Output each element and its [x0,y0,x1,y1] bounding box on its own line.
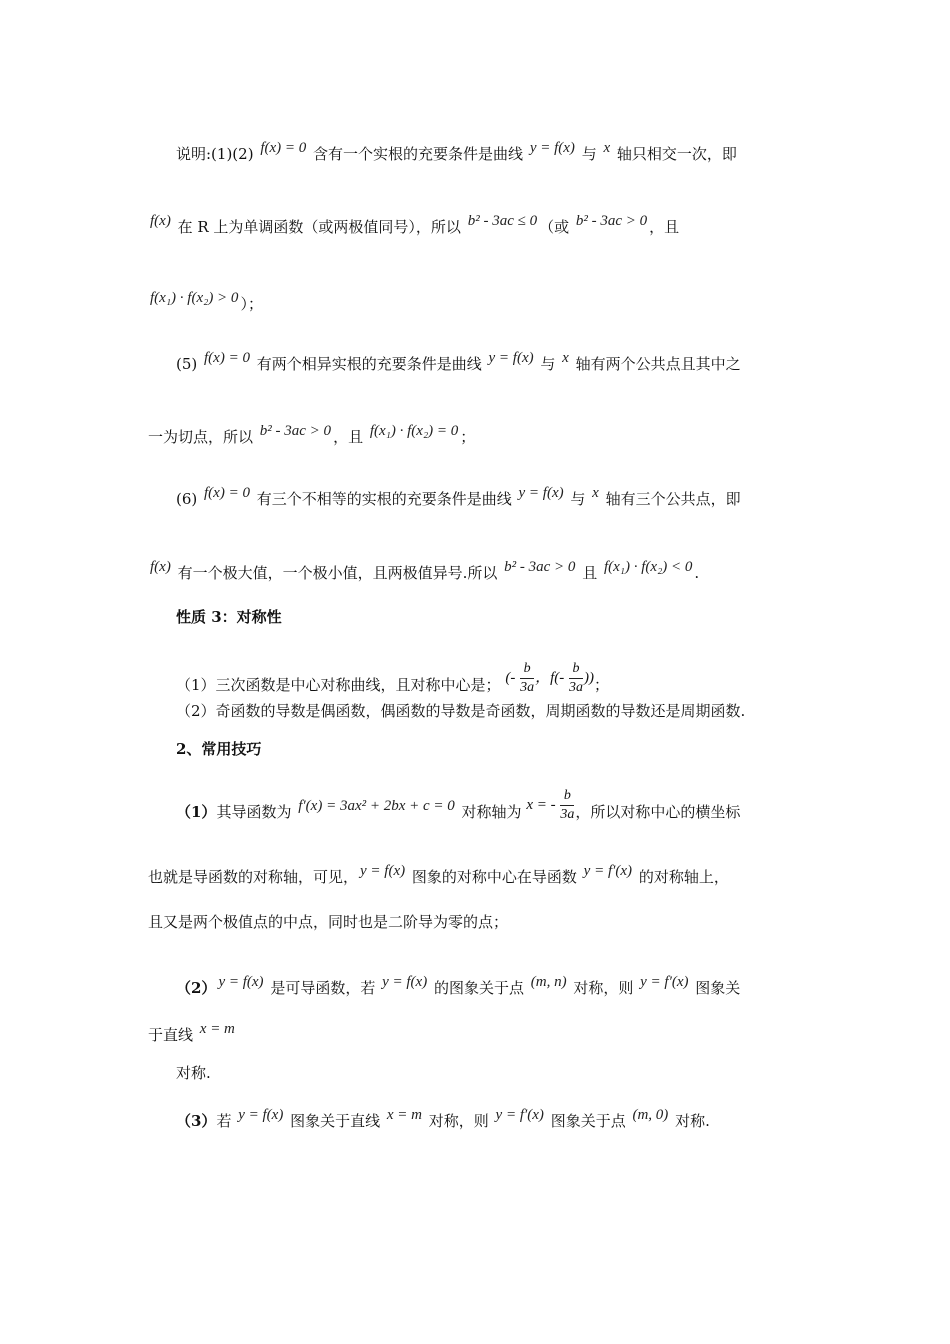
formula: x [592,485,599,501]
formula: y = f(x) [518,485,564,501]
formula: y = f(x) [529,140,575,156]
formula: y = f(x) [238,1107,284,1123]
formula: y = f(x) [488,350,534,366]
formula: y = f(x) [218,974,264,990]
formula: y = f(x) [360,863,406,879]
paragraph-line [148,290,263,316]
formula-axis [526,788,575,822]
text: ，所以对称中心的横坐标 [575,802,741,821]
paragraph-note [176,140,737,166]
text: （1）三次函数是中心对称曲线，且对称中心是； [176,675,501,694]
text: 轴只相交一次，即 [612,145,737,163]
text: . [694,564,700,582]
formula: f(x₁) · f(x₂) < 0 [603,559,693,575]
paragraph-line [148,423,476,449]
formula: f(x) [150,559,171,575]
text: 在 R 上为单调函数（或两极值同号），所以 [172,218,466,236]
text: ； [594,675,610,694]
fraction [520,660,534,697]
paragraph-technique-2 [176,974,741,1000]
text: 于直线 [148,1026,198,1044]
item-label: （3） [176,1112,217,1130]
formula: y = f(x) [382,974,428,990]
text: 且 [577,564,602,582]
formula: f′(x) = 3ax² + 2bx + c = 0 [298,797,455,814]
formula: f(x) = 0 [204,350,250,366]
text: 含有一个实根的充要条件是曲线 [308,145,528,163]
text: 对称轴为 [456,802,527,821]
text: 与 [565,490,591,508]
text: 说明:(1)(2) [176,145,259,163]
formula: x = m [199,1021,235,1037]
text: 有两个相异实根的充要条件是曲线 [251,355,487,373]
text: (5) [176,355,203,373]
paragraph-line [148,1021,237,1047]
formula: f(x₁) · f(x₂) > 0 [150,290,239,306]
fraction [560,787,574,824]
fraction [569,660,583,697]
text: ）； [240,295,263,313]
item-label: （2） [176,979,217,997]
paragraph-line [148,863,729,889]
formula: f(x) = 0 [260,140,307,156]
paragraph-symmetry-2: （2）奇函数的导数是偶函数，偶函数的导数是奇函数，周期函数的导数还是周期函数. [176,702,746,720]
text: 的图象关于点 [429,979,529,997]
text: 也就是导函数的对称轴，可见， [148,868,359,886]
formula: ，f(- [535,669,568,686]
paragraph-line: 且又是两个极值点的中点，同时也是二阶导为零的点； [148,913,509,931]
text: ，且 [333,428,368,446]
numerator: b [523,661,531,676]
text: 有三个不相等的实根的充要条件是曲线 [251,490,517,508]
formula: (m, 0) [632,1107,669,1123]
paragraph-line [148,213,680,239]
text: 图象关 [690,979,741,997]
text: 与 [535,355,561,373]
denominator: 3a [560,807,575,822]
numerator: b [572,661,580,676]
denominator: 3a [569,680,583,695]
paragraph-technique-1 [176,788,741,832]
text: 一为切点，所以 [148,428,258,446]
formula: f(x₁) · f(x₂) = 0 [369,423,459,439]
text: 图象关于直线 [285,1112,385,1130]
formula: x [603,140,611,156]
formula: y = f′(x) [495,1107,544,1123]
formula: f(x) [150,213,171,229]
formula: b² - 3ac > 0 [504,559,576,575]
text: 对称，则 [424,1112,494,1130]
text: 图象关于点 [545,1112,631,1130]
text: ； [460,428,476,446]
formula: y = f′(x) [583,863,633,879]
formula: b² - 3ac ≤ 0 [467,213,538,229]
formula: )) [584,669,594,686]
text: 轴有两个公共点且其中之 [570,355,741,373]
text: 若 [216,1112,237,1130]
text: 对称，则 [568,979,639,997]
formula: f(x) = 0 [204,485,250,501]
formula: x [562,350,569,366]
formula: b² - 3ac > 0 [575,213,648,229]
formula: (- [505,669,520,686]
paragraph-line: 对称. [176,1064,211,1082]
text: 有一个极大值，一个极小值，且两极值异号.所以 [172,564,503,582]
formula: (m, n) [530,974,567,990]
formula: y = f′(x) [640,974,689,990]
formula: b² - 3ac > 0 [259,423,332,439]
denominator: 3a [520,680,535,695]
paragraph-technique-3 [176,1107,710,1133]
item-label: （1） [176,802,217,821]
formula-center [505,661,594,695]
section-heading: 2、常用技巧 [176,740,262,758]
section-heading: 性质 3：对称性 [176,608,282,626]
text: 与 [576,145,602,163]
numerator: b [563,788,571,803]
paragraph-line [148,559,700,585]
text: 其导函数为 [216,802,297,821]
text: 对称. [670,1112,710,1130]
text: ，且 [649,218,680,236]
text: (6) [176,490,203,508]
text: 轴有三个公共点，即 [600,490,741,508]
text: （或 [539,218,574,236]
text: 是可导函数，若 [265,979,381,997]
formula: x = - [526,796,560,813]
text: 图象的对称中心在导函数 [407,868,582,886]
paragraph-item-6 [176,485,741,511]
paragraph-item-5 [176,350,741,376]
formula: x = m [386,1107,422,1123]
text: 的对称轴上， [634,868,729,886]
